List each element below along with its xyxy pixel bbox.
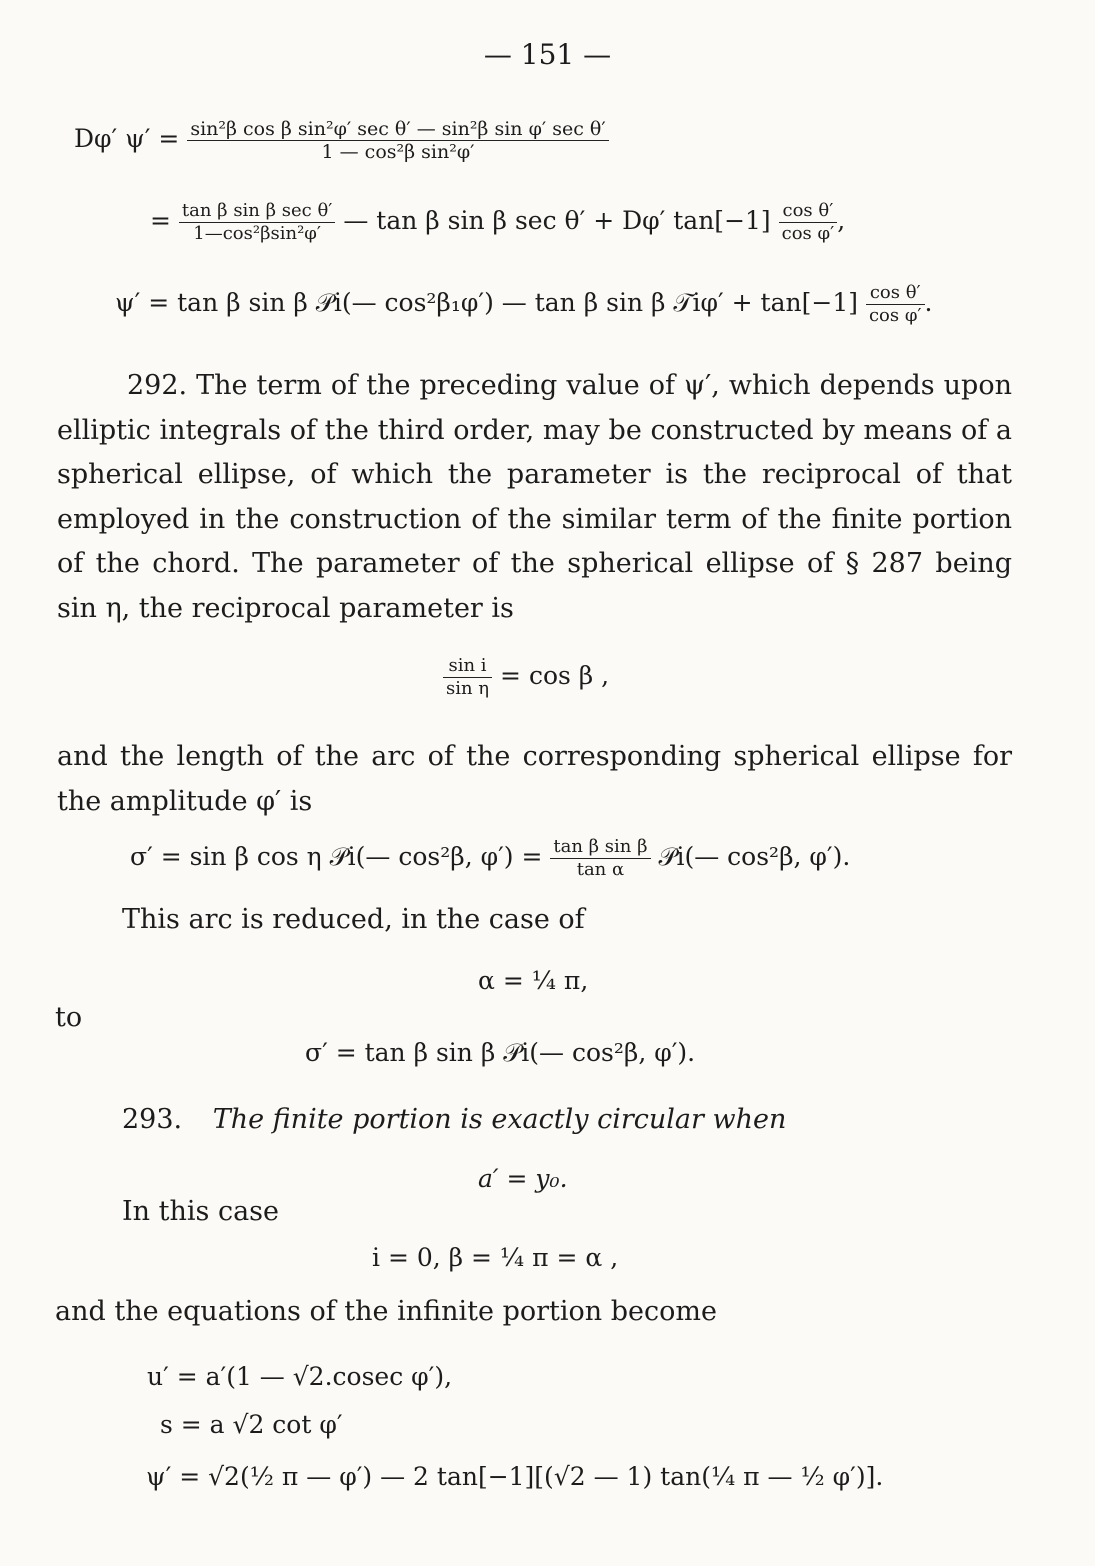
equation-d-psi [74, 118, 609, 163]
fraction-numerator: tan β sin β sec θ′ [179, 200, 335, 223]
equation-main: ψ′ = tan β sin β 𝒫i(— cos²β₁φ′) — tan β sin β 𝒯iφ′ + tan[−1] [115, 288, 858, 317]
fraction-numerator: tan β sin β [550, 836, 650, 859]
equation-circular-condition: a′ = y₀. [478, 1164, 568, 1193]
fraction-denominator: sin η [446, 678, 490, 699]
fraction [779, 200, 838, 245]
paragraph-in-this-case: In this case [122, 1196, 280, 1227]
equation-case-values: i = 0, β = ¼ π = α , [372, 1243, 619, 1272]
fraction-numerator: cos θ′ [866, 282, 925, 305]
fraction-denominator: 1 — cos²β sin²φ′ [321, 141, 475, 163]
fraction [550, 836, 650, 881]
equation-s: s = a √2 cot φ′ [160, 1410, 343, 1439]
word-to: to [55, 1002, 83, 1033]
equation-middle: — tan β sin β sec θ′ + Dφ′ tan[−1] [343, 206, 771, 235]
fraction [866, 282, 925, 327]
fraction [179, 200, 335, 245]
fraction-denominator: cos φ′ [868, 305, 922, 326]
paragraph-arc-length: and the length of the arc of the corresponding spherical ellipse for the amplitude φ′ is [57, 741, 1012, 817]
fraction-denominator: cos φ′ [781, 223, 835, 244]
equation-sigma [130, 836, 850, 881]
paragraph-reduced: This arc is reduced, in the case of [122, 904, 585, 935]
page-number: — 151 — [483, 38, 612, 71]
equals-sign: = [150, 206, 171, 235]
equation-alpha: α = ¼ π, [478, 966, 589, 995]
equation-lhs: Dφ′ ψ′ = [74, 124, 180, 153]
equation-end: . [924, 288, 933, 317]
fraction-numerator: cos θ′ [779, 200, 838, 223]
equation-psi [115, 282, 932, 327]
fraction-numerator: sin²β cos β sin²φ′ sec θ′ — sin²β sin φ′ sec θ′ [187, 118, 608, 141]
equation-end: , [837, 206, 846, 235]
paragraph-equations: and the equations of the infinite portion become [55, 1296, 717, 1327]
paragraph-293 [122, 1104, 786, 1135]
fraction-denominator: tan α [576, 859, 625, 880]
equation-rhs: = cos β , [500, 661, 610, 690]
equation-psi-final: ψ′ = √2(½ π — φ′) — 2 tan[−1][(√2 — 1) tan(¼ π — ½ φ′)]. [146, 1462, 884, 1491]
fraction-numerator: sin i [443, 655, 492, 678]
paragraph-292 [57, 364, 1012, 631]
fraction [187, 118, 608, 163]
section-number: 293. [122, 1104, 183, 1135]
equation-reciprocal-parameter [443, 655, 609, 700]
fraction-denominator: 1—cos²βsin²φ′ [193, 223, 321, 244]
equation-u: u′ = a′(1 — √2.cosec φ′), [147, 1362, 453, 1391]
equation-right: 𝒫i(— cos²β, φ′). [658, 842, 851, 871]
paragraph-text: The term of the preceding value of ψ′, which depends upon elliptic integrals of the third order, may be constructed by means of a spherical ellipse, of which the parameter is the reciprocal of that employed in the construction of the similar term of the finite portion of the chord. The parameter of the spherical ellipse of § 287 being sin η, the reciprocal parameter is [57, 370, 1012, 624]
section-number: 292. [127, 370, 188, 401]
paragraph-text: The finite portion is exactly circular when [212, 1104, 787, 1135]
equation-sigma-reduced: σ′ = tan β sin β 𝒫i(— cos²β, φ′). [305, 1038, 696, 1067]
fraction [443, 655, 492, 700]
equation-left: σ′ = sin β cos η 𝒫i(— cos²β, φ′) = [130, 842, 543, 871]
equation-continuation [150, 200, 845, 245]
